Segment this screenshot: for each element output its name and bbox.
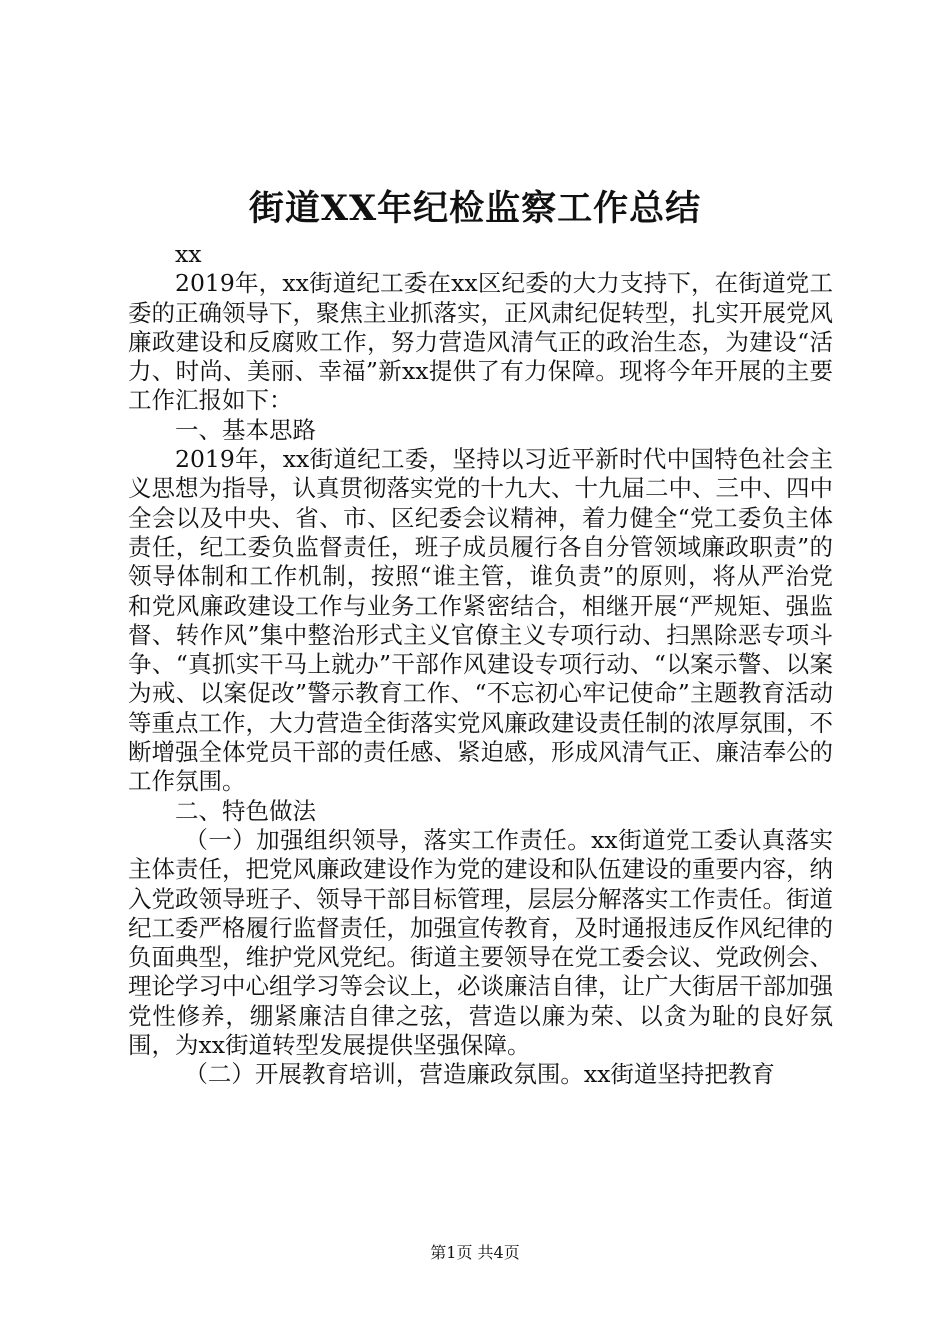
intro-paragraph: 2019年，xx街道纪工委在xx区纪委的大力支持下，在街道党工委的正确领导下，聚焦主业抓落实，正风肃纪促转型，扎实开展党风廉政建设和反腐败工作，努力营造风清气正的政治生态，为建设“活力、时尚、美丽、幸福”新xx提供了有力保障。现将今年开展的主要工作汇报如下： (128, 269, 833, 415)
section-heading-basic-ideas: 一、基本思路 (175, 415, 316, 444)
document-title: 街道XX年纪检监察工作总结 (248, 188, 702, 229)
feature-paragraph-1: （一）加强组织领导，落实工作责任。xx街道党工委认真落实主体责任，把党风廉政建设作为党的建设和队伍建设的重要内容，纳入党政领导班子、领导干部目标管理，层层分解落实工作责任。街道纪工委严格履行监督责任，加强宣传教育，及时通报违反作风纪律的负面典型，维护党风党纪。街道主要领导在党工委会议、党政例会、理论学习中心组学习等会议上，必谈廉洁自律，让广大街居干部加强党性修养，绷紧廉洁自律之弦，营造以廉为荣、以贪为耻的良好氛围，为xx街道转型发展提供坚强保障。 (128, 825, 833, 1060)
feature-paragraph-2: （二）开展教育培训，营造廉政氛围。xx街道坚持把教育 (184, 1060, 775, 1089)
section-heading-features: 二、特色做法 (175, 796, 316, 825)
author-line: xx (175, 240, 202, 268)
document-body (128, 240, 833, 1090)
page-footer: 第1页 共4页 (430, 1243, 520, 1262)
basic-ideas-paragraph: 2019年，xx街道纪工委，坚持以习近平新时代中国特色社会主义思想为指导，认真贯彻落实党的十九大、十九届二中、三中、四中全会以及中央、省、市、区纪委会议精神，着力健全“党工委负主体责任，纪工委负监督责任，班子成员履行各自分管领域廉政职责”的领导体制和工作机制，按照“谁主管，谁负责”的原则，将从严治党和党风廉政建设工作与业务工作紧密结合，相继开展“严规矩、强监督、转作风”集中整治形式主义官僚主义专项行动、扫黑除恶专项斗争、“真抓实干马上就办”干部作风建设专项行动、“以案示警、以案为戒、以案促改”警示教育工作、“不忘初心牢记使命”主题教育活动等重点工作，大力营造全街落实党风廉政建设责任制的浓厚氛围，不断增强全体党员干部的责任感、紧迫感，形成风清气正、廉洁奉公的工作氛围。 (128, 445, 833, 796)
